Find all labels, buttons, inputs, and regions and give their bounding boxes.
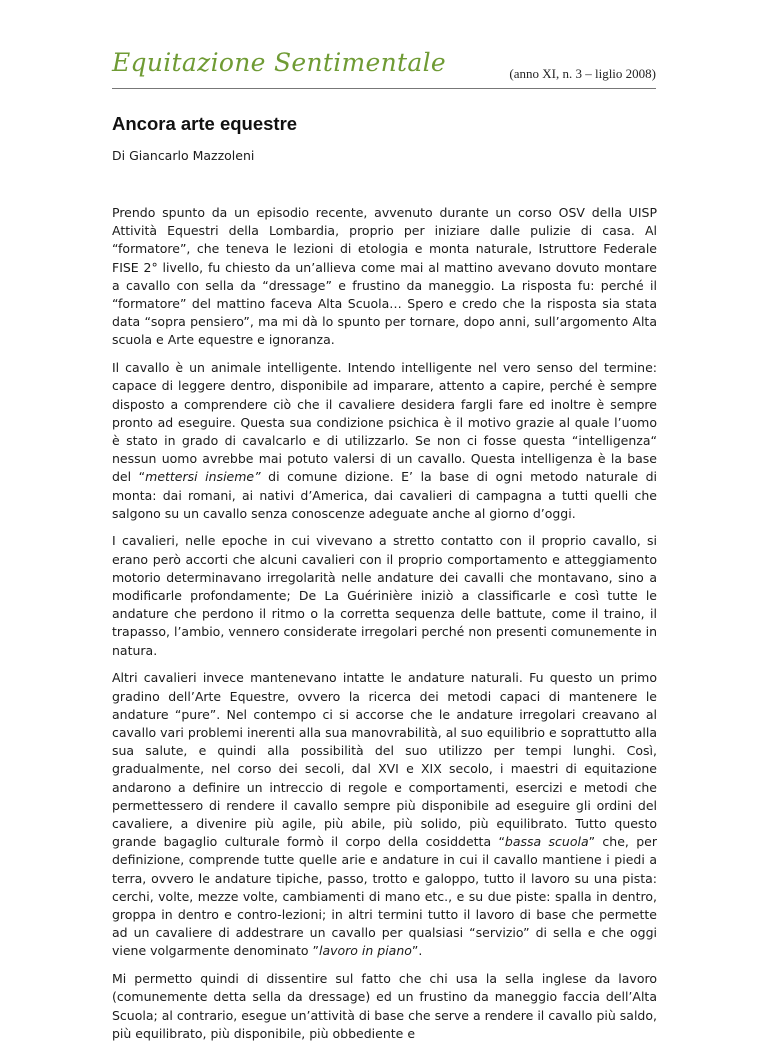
magazine-title: Equitazione Sentimentale <box>112 48 446 77</box>
emphasis-text: mettersi insieme” <box>145 469 261 485</box>
paragraph: Mi permetto quindi di dissentire sul fatto che chi usa la sella inglese da lavoro (comunemente detta sella da dressage) ed un frustino da maneggio faccia dell’Alta Scuola; al contrario, esegue un’attività di base che serve a rendere il cavallo più saldo, più equilibrato, più disponibile, più obbediente e <box>112 971 657 1041</box>
article-author: Di Giancarlo Mazzoleni <box>112 148 255 163</box>
paragraph <box>112 359 657 523</box>
paragraph-text: di comune dizione. E’ la base di ogni metodo naturale di monta: dai romani, ai nativi d’America, dai cavalieri di campagna a tutti quelli che salgono su un cavallo senza conoscenze adeguate anche al giorno d’oggi. <box>112 469 658 521</box>
paragraph: I cavalieri, nelle epoche in cui vivevano a stretto contatto con il proprio cavallo, si erano però accorti che alcuni cavalieri con il proprio comportamento e atteggiamento motorio determinavano irregolarità nelle andature dei cavalli che montavano, sino a modificarle profondamente; De La Guérinière iniziò a classificarle e così tutte le andature che perdono il ritmo o la corretta sequenza delle battute, come il traino, il trapasso, l’ambio, vennero considerate irregolari perché non presenti comunemente in natura. <box>112 533 657 658</box>
paragraph-text: ”. <box>411 943 423 959</box>
paragraph: Prendo spunto da un episodio recente, avvenuto durante un corso OSV della UISP Attività Equestri della Lombardia, proprio per iniziare dalle pulizie di casa. Al “formatore”, che teneva le lezioni di etologia e monta naturale, Istruttore Federale FISE 2° livello, fu chiesto da un’allieva come mai al mattino avevano dovuto montare a cavallo con sella da “dressage” e frustino da maneggio. La risposta fu: perché il “formatore” del mattino faceva Alta Scuola… Spero e credo che la risposta sia stata data “sopra pensiero”, ma mi dà lo spunto per tornare, dopo anni, sull’argomento Alta scuola e Arte equestre e ignoranza. <box>112 205 657 348</box>
paragraph-text: ” che, per definizione, comprende tutte quelle arie e andature in cui il cavallo mantiene i piedi a terra, ovvero le andature tipiche, passo, trotto e galoppo, tutto il lavoro su una pista: cerchi, volte, mezze volte, cambiamenti di mano etc., e su due piste: spalla in dentro, groppa in dentro e contro-lezioni; in altri termini tutto il lavoro di base che permette ad un cavaliere di addestrare un cavallo per qualsiasi “servizio” di sella e che oggi viene volgarmente denominato ” <box>112 834 657 959</box>
emphasis-text: lavoro in piano <box>318 943 412 959</box>
paragraph-text: Il cavallo è un animale intelligente. Intendo intelligente nel vero senso del termine: capace di leggere dentro, disponibile ad imparare, attento a capire, perché è sempre disposto a comprendere ciò che il cavaliere desidera fargli fare ed inoltre è sempre pronto ad eseguire. Questa sua condizione psichica è il motivo grazie al quale l’uomo è stato in grado di cavalcarlo e di utilizzarlo. Se non ci fosse questa “intelligenza“ nessun uomo avrebbe mai potuto valersi di un cavallo. Questa intelligenza è la base del “ <box>112 360 657 485</box>
page-header <box>112 48 656 89</box>
emphasis-text: bassa scuola <box>504 834 589 850</box>
article-body <box>112 204 657 1052</box>
issue-info: (anno XI, n. 3 – liglio 2008) <box>509 66 656 81</box>
article-title: Ancora arte equestre <box>112 113 298 134</box>
paragraph <box>112 669 657 960</box>
paragraph-text: Altri cavalieri invece mantenevano intatte le andature naturali. Fu questo un primo gradino dell’Arte Equestre, ovvero la ricerca dei metodi capaci di mantenere le andature “pure”. Nel contempo ci si accorse che le andature irregolari creavano al cavallo vari problemi inerenti alla sua manovrabilità, al suo equilibrio e soprattutto alla sua salute, e quindi alla possibilità del suo utilizzo per tempi lunghi. Così, gradualmente, nel corso dei secoli, dal XVI e XIX secolo, i maestri di equitazione andarono a definire un intreccio di regole e comportamenti, esercizi e metodi che permettessero di rendere il cavallo sempre più disponibile ad eseguire gli ordini del cavaliere, a divenire più agile, più abile, più solido, più equilibrato. Tutto questo grande bagaglio culturale formò il corpo della cosiddetta “ <box>112 670 657 850</box>
